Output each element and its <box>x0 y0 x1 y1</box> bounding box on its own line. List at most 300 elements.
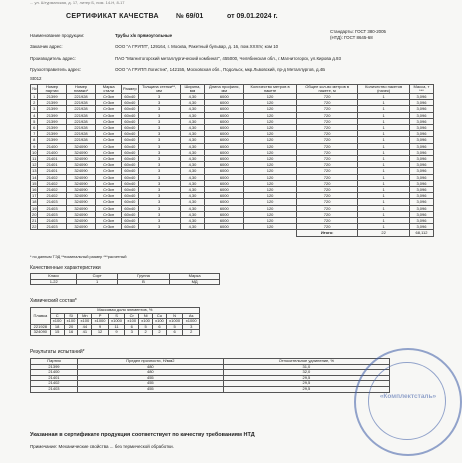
quality-cell: 1-22 <box>31 279 77 285</box>
footer-note: Примечание: Механические свойства ... без термической обработки. <box>30 444 174 449</box>
table-cell: 324090 <box>66 180 96 186</box>
table-cell: Ст3сп <box>96 149 122 155</box>
chem-cell: 41 <box>78 330 92 336</box>
table-cell: 60х40 <box>122 137 139 143</box>
table-cell: 1 <box>358 143 410 149</box>
table-cell: 6000 <box>205 143 244 149</box>
table-cell: 720 <box>297 131 358 137</box>
table-cell: 3,096 <box>409 112 433 118</box>
chem-element-header: P <box>92 313 109 319</box>
table-cell: 4,30 <box>180 205 205 211</box>
table-cell: 120 <box>244 112 297 118</box>
table-cell: 221928 <box>66 106 96 112</box>
table-cell: 4,30 <box>180 106 205 112</box>
table-cell: 10 <box>32 149 37 155</box>
chem-element-header: Cu <box>153 313 167 319</box>
chem-cell: 15 <box>50 330 64 336</box>
table-cell: 324090 <box>66 193 96 199</box>
table-cell: 21402 <box>38 187 66 193</box>
table-cell: 4,30 <box>180 218 205 224</box>
total-label: Итого: <box>297 230 358 236</box>
table-cell: 60х40 <box>122 100 139 106</box>
table-cell: 60х40 <box>122 106 139 112</box>
table-cell: 4,30 <box>180 211 205 217</box>
table-cell: 5 <box>31 118 38 124</box>
table-cell: 60х40 <box>122 94 139 100</box>
table-cell: 6000 <box>205 211 244 217</box>
table-cell: 720 <box>297 211 358 217</box>
products-col-header: Номер партии <box>38 85 66 94</box>
mech-cell: 29,5 <box>223 381 389 387</box>
products-total-row <box>31 230 434 236</box>
chem-multiplier: x100 <box>153 319 167 325</box>
table-cell: 221928 <box>66 125 96 131</box>
mech-cell: 21399 <box>31 364 78 370</box>
quality-col-header: Марка <box>170 274 220 280</box>
table-cell: 6000 <box>205 137 244 143</box>
table-cell: 1 <box>358 205 410 211</box>
table-cell: 120 <box>244 168 297 174</box>
table-cell: Ст3сп <box>96 162 122 168</box>
chem-element-header: Si <box>64 313 78 319</box>
table-cell: 13 <box>32 168 37 174</box>
table-cell: 6000 <box>205 100 244 106</box>
table-cell: Ст3сп <box>96 137 122 143</box>
table-cell: 16 <box>32 187 37 193</box>
mech-row <box>31 386 390 392</box>
table-cell: 3 <box>138 211 180 217</box>
table-cell: 6000 <box>205 218 244 224</box>
table-cell: 4,30 <box>180 149 205 155</box>
chem-cell: 324090 <box>31 330 51 336</box>
mech-cell: 32,0 <box>223 370 389 376</box>
chem-element-header: Cr <box>125 313 139 319</box>
table-cell: 21399 <box>38 137 66 143</box>
mech-cell: 21402 <box>31 381 78 387</box>
chem-element-header: As <box>183 313 200 319</box>
table-cell: 720 <box>297 162 358 168</box>
chem-cell: 16 <box>64 330 78 336</box>
chem-cell: 2 <box>153 330 167 336</box>
table-cell: 3,096 <box>409 149 433 155</box>
table-cell: 120 <box>244 205 297 211</box>
table-cell: 6000 <box>205 125 244 131</box>
table-cell: 21402 <box>38 174 66 180</box>
chem-multiplier: x100 <box>125 319 139 325</box>
table-cell: Ст3сп <box>96 131 122 137</box>
table-cell: 21403 <box>38 218 66 224</box>
table-cell: 120 <box>244 193 297 199</box>
table-cell: 6000 <box>205 224 244 230</box>
table-cell: 60х40 <box>122 125 139 131</box>
chem-row <box>31 324 200 330</box>
table-cell: 3,096 <box>409 211 433 217</box>
chem-multiplier: x100 <box>64 319 78 325</box>
chem-cell: 2 <box>183 330 200 336</box>
table-cell: 3 <box>138 137 180 143</box>
table-cell: 15 <box>32 180 37 186</box>
table-cell: Ст3сп <box>96 218 122 224</box>
table-cell: 21403 <box>38 211 66 217</box>
table-cell: 6000 <box>205 156 244 162</box>
table-cell: 4 <box>31 112 38 118</box>
table-cell: 4,30 <box>180 162 205 168</box>
mech-col-header: Относительное удлинение, % <box>223 359 389 365</box>
products-col-header: Общее кол-во метров в пакете, м <box>297 85 358 94</box>
table-cell: 3,096 <box>409 94 433 100</box>
table-cell: 21399 <box>38 94 66 100</box>
table-cell: Ст3сп <box>96 100 122 106</box>
table-cell: Ст3сп <box>96 125 122 131</box>
table-cell: 3 <box>138 106 180 112</box>
table-cell: 324090 <box>66 149 96 155</box>
mech-cell: 455 <box>77 386 223 392</box>
chem-cell: 18 <box>50 324 64 330</box>
table-cell: 3,096 <box>409 180 433 186</box>
table-cell: 120 <box>244 143 297 149</box>
table-cell: Ст3сп <box>96 143 122 149</box>
table-cell: 17 <box>32 193 37 199</box>
table-cell: 20 <box>32 211 37 217</box>
table-cell: 324090 <box>66 156 96 162</box>
table-cell: 4,30 <box>180 143 205 149</box>
table-cell: 720 <box>297 180 358 186</box>
table-cell: 12 <box>32 162 37 168</box>
products-col-header: Марка стали <box>96 85 122 94</box>
table-cell: 21403 <box>38 224 66 230</box>
chem-multiplier: x1000 <box>166 319 183 325</box>
table-cell: 120 <box>244 224 297 230</box>
shipper-label: Грузоотправитель адрес: <box>30 67 82 72</box>
table-cell: 720 <box>297 205 358 211</box>
table-cell: 6000 <box>205 112 244 118</box>
table-cell: 21400 <box>38 149 66 155</box>
manufacturer-label: Производитель адрес: <box>30 56 76 61</box>
table-footnote: * по данным ТЭД **номинальный размер ***расчетный <box>30 255 127 259</box>
table-cell: 3 <box>138 118 180 124</box>
table-cell: 324090 <box>66 187 96 193</box>
table-cell: 324090 <box>66 218 96 224</box>
table-cell: 4,30 <box>180 125 205 131</box>
quality-cell: МД <box>170 279 220 285</box>
table-cell: 21399 <box>38 131 66 137</box>
table-cell: 6000 <box>205 168 244 174</box>
chem-multiplier: x100 <box>78 319 92 325</box>
table-cell: 1 <box>358 131 410 137</box>
table-cell: 720 <box>297 112 358 118</box>
table-cell: 22 <box>32 224 37 230</box>
table-cell: 8 <box>31 137 38 143</box>
table-cell: 4,30 <box>180 199 205 205</box>
table-cell: 21400 <box>38 143 66 149</box>
table-cell: 720 <box>297 168 358 174</box>
mech-title: Результаты испытаний* <box>30 349 85 355</box>
table-cell: 3 <box>138 156 180 162</box>
table-cell: 3 <box>138 168 180 174</box>
products-col-header: Длина профиля, мм <box>205 85 244 94</box>
table-cell: 3,096 <box>409 193 433 199</box>
table-cell: 3 <box>138 143 180 149</box>
table-cell: 120 <box>244 94 297 100</box>
table-cell: 21399 <box>38 112 66 118</box>
table-cell: 221928 <box>66 112 96 118</box>
table-cell: 3 <box>138 100 180 106</box>
total-mass: 68,112 <box>409 230 433 236</box>
table-cell: 3,096 <box>409 106 433 112</box>
table-cell: 120 <box>244 174 297 180</box>
table-cell: 221928 <box>66 118 96 124</box>
table-cell: 3,096 <box>409 100 433 106</box>
table-cell: 324090 <box>66 143 96 149</box>
table-cell: 4,30 <box>180 224 205 230</box>
table-cell: 3,096 <box>409 162 433 168</box>
table-cell: Ст3сп <box>96 112 122 118</box>
table-cell: 60х40 <box>122 218 139 224</box>
table-cell: 3,096 <box>409 131 433 137</box>
table-cell: 1 <box>358 94 410 100</box>
table-cell: 6000 <box>205 180 244 186</box>
mech-cell: 31,0 <box>223 364 389 370</box>
table-cell: 60х40 <box>122 174 139 180</box>
table-cell: 120 <box>244 211 297 217</box>
table-cell: 120 <box>244 218 297 224</box>
products-table <box>30 84 434 237</box>
products-col-header: Номер плавки* <box>66 85 96 94</box>
ntd-gost: (НТД): ГОСТ 8645-68 <box>330 35 373 40</box>
table-cell: 720 <box>297 187 358 193</box>
table-cell: 60х40 <box>122 118 139 124</box>
table-cell: 60х40 <box>122 211 139 217</box>
steel-code: St012 <box>30 76 42 81</box>
mech-cell: 29,5 <box>223 375 389 381</box>
table-cell: 324090 <box>66 162 96 168</box>
table-cell: 19 <box>32 205 37 211</box>
mech-cell: 455 <box>77 381 223 387</box>
table-cell: 1 <box>358 156 410 162</box>
table-cell: 21399 <box>38 100 66 106</box>
certificate-number: № 69/01 <box>176 13 204 20</box>
table-cell: 4,30 <box>180 193 205 199</box>
standards-block <box>330 29 386 41</box>
table-cell: 3 <box>138 162 180 168</box>
table-cell: 21 <box>32 218 37 224</box>
table-cell: 4,30 <box>180 156 205 162</box>
table-cell: 120 <box>244 187 297 193</box>
table-cell: 3 <box>138 149 180 155</box>
mech-cell: 455 <box>77 375 223 381</box>
table-cell: 60х40 <box>122 193 139 199</box>
table-cell: 3,096 <box>409 174 433 180</box>
quality-cell: 1 <box>77 279 117 285</box>
table-cell: 1 <box>31 94 38 100</box>
chem-table <box>30 307 200 336</box>
mech-cell: 480 <box>77 364 223 370</box>
table-cell: 6 <box>31 125 38 131</box>
table-cell: 720 <box>297 125 358 131</box>
chem-heat-header: Плавка <box>31 308 51 325</box>
table-cell: 720 <box>297 143 358 149</box>
table-cell: 3 <box>138 174 180 180</box>
table-cell: 120 <box>244 118 297 124</box>
products-table-header <box>31 85 434 94</box>
table-cell: 6000 <box>205 193 244 199</box>
table-cell: 221928 <box>66 131 96 137</box>
table-cell: 720 <box>297 156 358 162</box>
table-cell: 1 <box>358 162 410 168</box>
quality-col-header: Группа <box>117 274 169 280</box>
table-cell: 1 <box>358 211 410 217</box>
table-cell: 60х40 <box>122 112 139 118</box>
conformity-statement: Указанная в сертификате продукция соответствует по качеству требованиям НТД <box>30 432 255 438</box>
table-cell: 120 <box>244 106 297 112</box>
chem-cell: 5 <box>139 324 153 330</box>
chem-multiplier: x1000 <box>108 319 125 325</box>
table-cell: Ст3сп <box>96 180 122 186</box>
table-cell: 2 <box>31 100 38 106</box>
table-cell: 3 <box>138 180 180 186</box>
table-cell: 3,096 <box>409 125 433 131</box>
table-cell: 6000 <box>205 149 244 155</box>
table-cell: Ст3сп <box>96 94 122 100</box>
table-cell: 720 <box>297 174 358 180</box>
mech-cell: 480 <box>77 370 223 376</box>
products-col-header: Толщина стенки**, мм <box>138 85 180 94</box>
table-cell: 21399 <box>38 118 66 124</box>
table-cell: Ст3сп <box>96 168 122 174</box>
chem-multiplier: x100 <box>139 319 153 325</box>
table-cell: 221928 <box>66 100 96 106</box>
table-cell: 720 <box>297 218 358 224</box>
table-cell: 1 <box>358 199 410 205</box>
table-cell: 1 <box>358 112 410 118</box>
table-cell: 720 <box>297 224 358 230</box>
table-cell: 3 <box>138 125 180 131</box>
mech-col-header: Предел прочности, Н/мм2 <box>77 359 223 365</box>
table-cell: 120 <box>244 131 297 137</box>
chem-element-header: Ni <box>139 313 153 319</box>
table-cell: 60х40 <box>122 143 139 149</box>
chem-cell: 6 <box>153 324 167 330</box>
table-cell: 1 <box>358 125 410 131</box>
table-cell: 3 <box>138 205 180 211</box>
table-cell: 6000 <box>205 94 244 100</box>
document-title: СЕРТИФИКАТ КАЧЕСТВА <box>66 13 159 20</box>
table-cell: 6000 <box>205 106 244 112</box>
table-cell: 720 <box>297 193 358 199</box>
table-cell: 720 <box>297 199 358 205</box>
table-cell: 720 <box>297 137 358 143</box>
table-cell: 60х40 <box>122 224 139 230</box>
chem-cell: 12 <box>92 330 109 336</box>
chem-cell: 3 <box>183 324 200 330</box>
table-cell: 324090 <box>66 211 96 217</box>
table-cell: 720 <box>297 118 358 124</box>
chem-multiplier: x100 <box>50 319 64 325</box>
table-cell: 18 <box>32 199 37 205</box>
quality-col-header: Сорт <box>77 274 117 280</box>
table-cell: 21402 <box>38 180 66 186</box>
chem-cell: 221928 <box>31 324 51 330</box>
table-cell: 9 <box>31 143 38 149</box>
table-cell: 221928 <box>66 137 96 143</box>
table-cell: 4,30 <box>180 118 205 124</box>
chem-row <box>31 330 200 336</box>
chem-cell: 9 <box>108 330 125 336</box>
table-cell: 120 <box>244 137 297 143</box>
table-cell: 60х40 <box>122 180 139 186</box>
table-cell: Ст3сп <box>96 174 122 180</box>
chem-element-header: C <box>50 313 64 319</box>
chem-cell: 5 <box>166 324 183 330</box>
table-cell: 3,096 <box>409 218 433 224</box>
table-cell: 60х40 <box>122 187 139 193</box>
table-cell: 4,30 <box>180 168 205 174</box>
table-cell: 6000 <box>205 199 244 205</box>
table-cell: Ст3сп <box>96 224 122 230</box>
table-cell: 6000 <box>205 174 244 180</box>
table-cell: 21403 <box>38 199 66 205</box>
customer-label: Заказчик адрес: <box>30 44 63 49</box>
products-col-header: Количество пакетов (пачек) <box>358 85 410 94</box>
table-cell: 3,096 <box>409 205 433 211</box>
chem-cell: 2 <box>139 330 153 336</box>
table-cell: 6000 <box>205 131 244 137</box>
table-cell: 14 <box>32 174 37 180</box>
table-cell: 3 <box>138 112 180 118</box>
table-cell: 3,096 <box>409 187 433 193</box>
table-cell: 3 <box>31 106 38 112</box>
table-cell: 3,096 <box>409 224 433 230</box>
chem-cell: 9 <box>92 324 109 330</box>
chem-element-header: N <box>166 313 183 319</box>
table-cell: 1 <box>358 187 410 193</box>
table-cell: 120 <box>244 156 297 162</box>
table-cell: 60х40 <box>122 156 139 162</box>
chem-element-header: S <box>108 313 125 319</box>
table-cell: 1 <box>358 180 410 186</box>
mech-cell: 21401 <box>31 375 78 381</box>
table-cell: 221928 <box>66 94 96 100</box>
table-cell: 120 <box>244 162 297 168</box>
shipper-value: ООО "А ГРУПП Логистик", 142155, Московская обл., Подольск, мкр.Львовский, пр-д Металлургов, д.4Б <box>115 67 326 72</box>
table-cell: 21401 <box>38 162 66 168</box>
chem-title: Химический состав* <box>30 298 77 304</box>
table-cell: 120 <box>244 125 297 131</box>
table-cell: 1 <box>358 137 410 143</box>
stamp-text: «Комплектсталь» <box>379 393 437 400</box>
chem-cell: 11 <box>108 324 125 330</box>
table-cell: 21403 <box>38 205 66 211</box>
table-cell: 4,30 <box>180 137 205 143</box>
chem-multiplier: x1000 <box>183 319 200 325</box>
table-cell: 324090 <box>66 168 96 174</box>
top-address-line: ... ул. Штурманская, д. 17, литер Б, пом. 14-Н, 8-17 <box>30 0 125 5</box>
table-cell: 120 <box>244 100 297 106</box>
table-cell: 720 <box>297 100 358 106</box>
table-cell: 60х40 <box>122 205 139 211</box>
table-cell: 60х40 <box>122 199 139 205</box>
products-col-header: № <box>31 85 38 94</box>
table-cell: 1 <box>358 168 410 174</box>
table-cell: 4,30 <box>180 94 205 100</box>
table-cell: 60х40 <box>122 162 139 168</box>
table-cell: 3,096 <box>409 137 433 143</box>
table-cell: 6000 <box>205 205 244 211</box>
table-cell: 7 <box>31 131 38 137</box>
table-cell: 4,30 <box>180 174 205 180</box>
manufacturer-value: ПАО "Магнитогорский металлургический комбинат", 455000, Челябинская обл., г.Магнитогорск, ул.Кирова д.93 <box>115 56 341 61</box>
chem-cell: 44 <box>78 324 92 330</box>
